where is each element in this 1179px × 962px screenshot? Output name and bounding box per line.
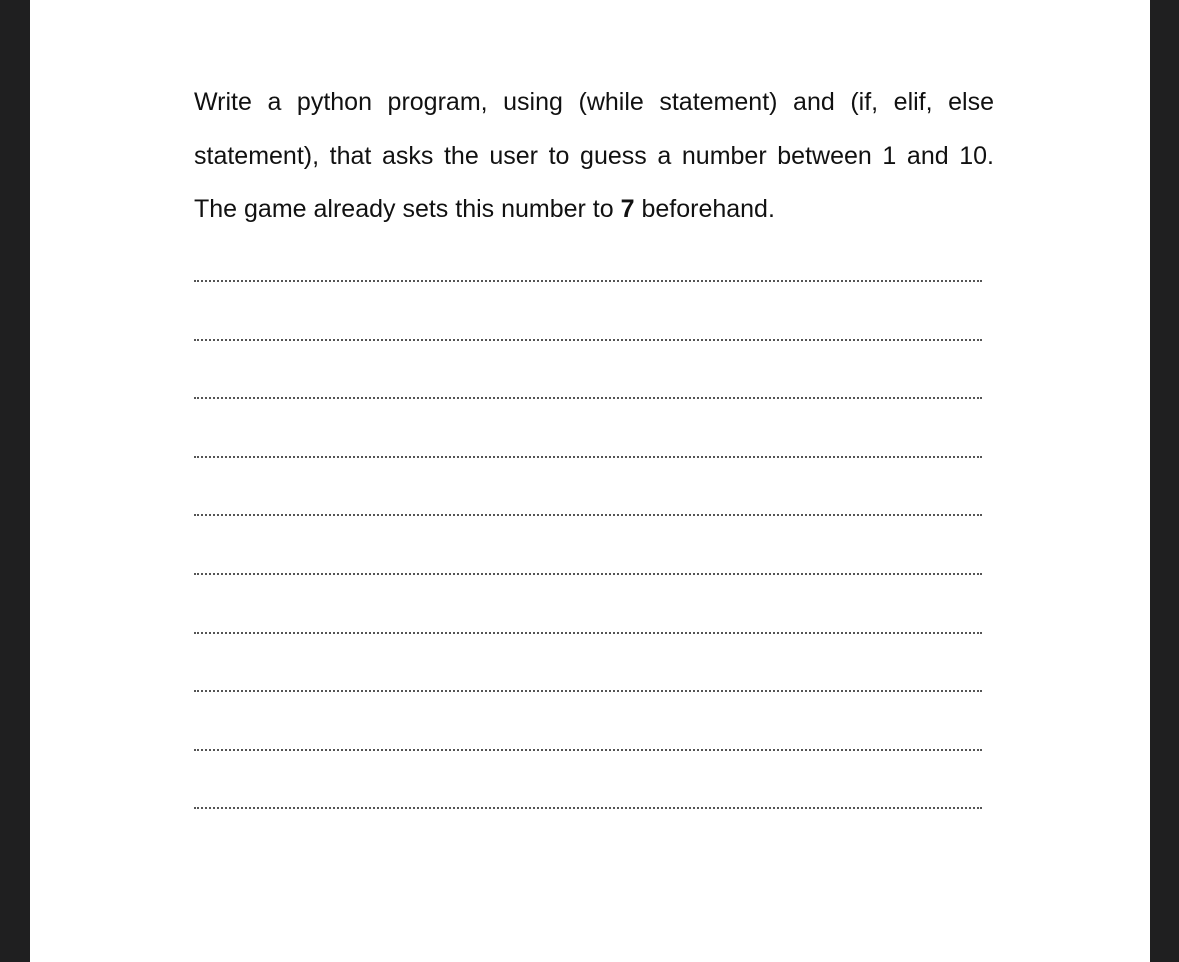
answer-line-1[interactable] (194, 280, 982, 339)
answer-line-6[interactable] (194, 573, 982, 632)
target-number: 7 (620, 195, 635, 223)
document-page (30, 0, 1150, 962)
answer-line-8[interactable] (194, 690, 982, 749)
answer-line-10[interactable] (194, 807, 982, 866)
answer-line-3[interactable] (194, 397, 982, 456)
answer-line-2[interactable] (194, 339, 982, 398)
question-text (194, 76, 994, 237)
answer-line-9[interactable] (194, 749, 982, 808)
answer-line-5[interactable] (194, 514, 982, 573)
question-text-part1: Write a python program, using (while statement) and (if, elif, else statement), that asks the user to guess a number between 1 and 10. The game already sets this number to (194, 88, 994, 223)
question-text-part2: beforehand. (634, 195, 775, 223)
answer-line-7[interactable] (194, 632, 982, 691)
answer-line-4[interactable] (194, 456, 982, 515)
answer-lines (194, 280, 982, 866)
